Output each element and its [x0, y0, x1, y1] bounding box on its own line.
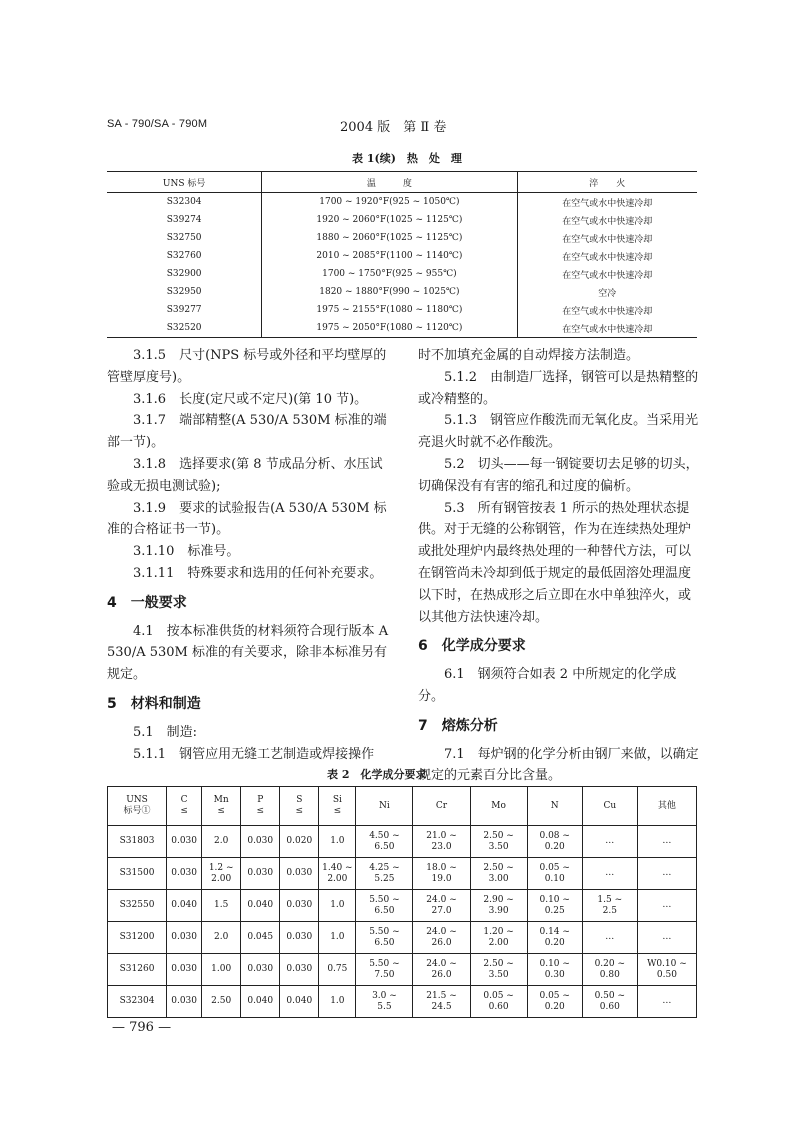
table-cell: 0.20 ~ 0.80 [582, 954, 637, 986]
table-cell: 2.0 [202, 922, 241, 954]
table-cell: 0.05 ~ 0.60 [470, 986, 527, 1018]
table-cell: S32550 [108, 890, 167, 922]
table-row [108, 890, 697, 922]
table-row [107, 265, 697, 283]
table-row [107, 247, 697, 265]
table-cell: … [637, 922, 696, 954]
paragraph: 时不加填充金属的自动焊接方法制造。 [418, 348, 640, 363]
paragraph: 5.2 切头——每一钢锭要切去足够的切头，切确保没有有害的缩孔和过度的偏析。 [418, 456, 699, 494]
table-cell: 1880 ~ 2060°F(1025 ~ 1125℃) [262, 229, 517, 247]
table-cell: S32900 [107, 265, 262, 283]
table-cell: 在空气或水中快速冷却 [517, 319, 697, 338]
table-cell: 5.50 ~ 6.50 [356, 890, 413, 922]
paragraph: 5.1.3 钢管应作酸洗而无氧化皮。当采用光亮退火时就不必作酸洗。 [418, 413, 699, 451]
table-row [108, 986, 697, 1018]
table-cell: S32760 [107, 247, 262, 265]
column-header: N [527, 787, 582, 826]
table-cell: 2.50 ~ 3.00 [470, 858, 527, 890]
table-cell: 0.05 ~ 0.20 [527, 986, 582, 1018]
table-cell: … [637, 890, 696, 922]
column-header: UNS 标号 [107, 172, 262, 193]
paragraph: 5.3 所有钢管按表 1 所示的热处理状态提供。对于无缝的公称钢管，作为在连续热处理炉或批处理炉内最终热处理的一种替代方法，可以在钢管尚未冷却到低于规定的最低固溶处理温度以下时，在热成形之后立即在水中单独淬火，或以其他方法快速冷却。 [418, 500, 692, 625]
table-cell: 21.0 ~ 23.0 [413, 826, 470, 858]
table-cell: S31803 [108, 826, 167, 858]
column-header: UNS 标号① [108, 787, 167, 826]
table-cell: 24.0 ~ 27.0 [413, 890, 470, 922]
table-cell: … [637, 826, 696, 858]
table-row [107, 283, 697, 301]
heat-treatment-table [107, 171, 697, 338]
table-cell: 在空气或水中快速冷却 [562, 270, 653, 281]
table-cell: 1.5 [202, 890, 241, 922]
table-cell: S32304 [108, 986, 167, 1018]
table-cell: 4.25 ~ 5.25 [356, 858, 413, 890]
table-cell: … [582, 826, 637, 858]
page-number: — 796 — [112, 1020, 172, 1035]
table-cell: 0.030 [280, 890, 319, 922]
table-cell: 2.90 ~ 3.90 [470, 890, 527, 922]
table-cell: S32520 [107, 319, 262, 338]
column-header: Si ≤ [319, 787, 356, 826]
paragraph: 5.1 制造: [133, 724, 198, 740]
table-cell: 18.0 ~ 19.0 [413, 858, 470, 890]
table-cell: 0.05 ~ 0.10 [527, 858, 582, 890]
table-cell: 在空气或水中快速冷却 [562, 234, 653, 245]
column-header: 其他 [637, 787, 696, 826]
table-cell: 0.040 [280, 986, 319, 1018]
table-cell: 2.0 [202, 826, 241, 858]
table-cell: 4.50 ~ 6.50 [356, 826, 413, 858]
table-cell: 0.030 [241, 858, 280, 890]
column-header: Cu [582, 787, 637, 826]
table-cell: 0.045 [241, 922, 280, 954]
paragraph: 3.1.7 端部精整(A 530/A 530M 标准的端部一节)。 [107, 413, 387, 451]
paragraph: 5.1.2 由制造厂选择，钢管可以是热精整的或冷精整的。 [418, 369, 699, 407]
column-header: Cr [413, 787, 470, 826]
table-cell: 0.030 [280, 954, 319, 986]
table-cell: 0.14 ~ 0.20 [527, 922, 582, 954]
column-header: 温 度 [262, 172, 517, 193]
table-cell: 0.030 [241, 826, 280, 858]
table-cell: 在空气或水中快速冷却 [562, 252, 653, 263]
table-cell: 1.5 ~ 2.5 [582, 890, 637, 922]
section-heading: 4 一般要求 [107, 594, 187, 611]
table-cell: 0.040 [241, 890, 280, 922]
table-row [108, 954, 697, 986]
header-edition: 2004 版 第 Ⅱ 卷 [340, 120, 447, 135]
column-header: S ≤ [280, 787, 319, 826]
table-cell: 1975 ~ 2155°F(1080 ~ 1180℃) [262, 301, 517, 319]
paragraph: 3.1.6 长度(定尺或不定尺)(第 10 节)。 [133, 391, 368, 407]
table1-caption: 表 1(续) 热 处 理 [352, 152, 462, 165]
table-header-row [108, 787, 697, 826]
table-cell: 1.2 ~ 2.00 [202, 858, 241, 890]
table-cell: 0.10 ~ 0.30 [527, 954, 582, 986]
table-row [107, 229, 697, 247]
table-cell: … [637, 986, 696, 1018]
table-cell: 在空气或水中快速冷却 [562, 306, 653, 317]
table-cell: 3.0 ~ 5.5 [356, 986, 413, 1018]
column-header: Mn ≤ [202, 787, 241, 826]
column-header: Mo [470, 787, 527, 826]
table-row [108, 826, 697, 858]
table-cell: 21.5 ~ 24.5 [413, 986, 470, 1018]
table-cell: 在空气或水中快速冷却 [562, 216, 653, 227]
column-header: C ≤ [167, 787, 202, 826]
table-row [108, 922, 697, 954]
table-cell: 0.040 [167, 890, 202, 922]
table-row [107, 319, 697, 338]
section-heading: 7 熔炼分析 [418, 717, 498, 734]
table-cell: W0.10 ~ 0.50 [637, 954, 696, 986]
table-cell: S32304 [107, 193, 262, 212]
paragraph: 3.1.9 要求的试验报告(A 530/A 530M 标准的合格证书一节)。 [107, 500, 387, 538]
paragraph: 6.1 钢须符合如表 2 中所规定的化学成分。 [418, 667, 677, 704]
table-row [108, 858, 697, 890]
table-cell: 5.50 ~ 7.50 [356, 954, 413, 986]
table-cell: … [637, 858, 696, 890]
table-cell: S31260 [108, 954, 167, 986]
table-cell: 0.75 [319, 954, 356, 986]
right-text-column [418, 345, 700, 787]
heat-treatment-table-body [107, 193, 697, 338]
table-cell: 0.030 [241, 954, 280, 986]
table-header-row [107, 172, 697, 193]
table-cell: 空冷 [598, 288, 617, 299]
table-cell: 1.0 [319, 890, 356, 922]
table-row [107, 211, 697, 229]
table-cell: 0.08 ~ 0.20 [527, 826, 582, 858]
table-cell: 0.030 [167, 986, 202, 1018]
table-cell: 0.030 [167, 954, 202, 986]
table-cell: 1.40 ~ 2.00 [319, 858, 356, 890]
table-cell: 1.0 [319, 826, 356, 858]
paragraph: 4.1 按本标准供货的材料须符合现行版本 A 530/A 530M 标准的有关要求，除非本标准另有规定。 [107, 623, 389, 683]
paragraph: 5.1.1 钢管应用无缝工艺制造或焊接操作 [133, 746, 375, 762]
table-row [107, 193, 697, 212]
table-cell: 2.50 ~ 3.50 [470, 826, 527, 858]
table-row [107, 301, 697, 319]
table-cell: 2.50 ~ 3.50 [470, 954, 527, 986]
table-cell: 24.0 ~ 26.0 [413, 922, 470, 954]
paragraph: 7.1 每炉钢的化学分析由钢厂来做，以确定规定的元素百分比含量。 [418, 746, 699, 784]
table-cell: 0.10 ~ 0.25 [527, 890, 582, 922]
chemical-composition-table [107, 786, 697, 1018]
column-header: Ni [356, 787, 413, 826]
table-cell: S39274 [107, 211, 262, 229]
table-cell: 1.20 ~ 2.00 [470, 922, 527, 954]
section-heading: 5 材料和制造 [107, 695, 201, 712]
table-cell: S39277 [107, 301, 262, 319]
column-header: 淬 火 [517, 172, 697, 193]
table-cell: 0.030 [280, 858, 319, 890]
table-cell: 1.0 [319, 986, 356, 1018]
table-cell: S32750 [107, 229, 262, 247]
table-cell: 24.0 ~ 26.0 [413, 954, 470, 986]
table-cell: S31200 [108, 922, 167, 954]
table-cell: … [582, 922, 637, 954]
table-cell: 1820 ~ 1880°F(990 ~ 1025℃) [262, 283, 517, 301]
left-text-column [107, 345, 393, 765]
header-standard-code: SA - 790/SA - 790M [107, 118, 208, 130]
section-heading: 6 化学成分要求 [418, 638, 526, 655]
table-cell: 1975 ~ 2050°F(1080 ~ 1120℃) [262, 319, 517, 338]
table-cell: 1.00 [202, 954, 241, 986]
table2-caption: 表 2 化学成分要求 [327, 768, 427, 781]
paragraph: 3.1.8 选择要求(第 8 节成品分析、水压试验或无损电测试验); [107, 456, 383, 494]
table-cell: 0.50 ~ 0.60 [582, 986, 637, 1018]
table-cell: 5.50 ~ 6.50 [356, 922, 413, 954]
table-cell: 在空气或水中快速冷却 [562, 198, 653, 209]
table-cell: 2.50 [202, 986, 241, 1018]
table-cell: 1920 ~ 2060°F(1025 ~ 1125℃) [262, 211, 517, 229]
table-cell: S32950 [107, 283, 262, 301]
table-cell: 1700 ~ 1750°F(925 ~ 955℃) [262, 265, 517, 283]
table-cell: 0.030 [167, 858, 202, 890]
table-cell: 1700 ~ 1920°F(925 ~ 1050℃) [262, 193, 517, 212]
table-cell: 0.030 [167, 922, 202, 954]
table-cell: 0.030 [280, 922, 319, 954]
paragraph: 3.1.10 标准号。 [133, 544, 240, 560]
chemical-composition-table-body [108, 826, 697, 1018]
table-cell: 0.030 [167, 826, 202, 858]
paragraph: 3.1.11 特殊要求和选用的任何补充要求。 [133, 565, 383, 581]
table-cell: … [582, 858, 637, 890]
table-cell: S31500 [108, 858, 167, 890]
paragraph: 3.1.5 尺寸(NPS 标号或外径和平均壁厚的管壁厚度号)。 [107, 348, 387, 385]
table-cell: 1.0 [319, 922, 356, 954]
column-header: P ≤ [241, 787, 280, 826]
table-cell: 2010 ~ 2085°F(1100 ~ 1140℃) [262, 247, 517, 265]
table-cell: 0.040 [241, 986, 280, 1018]
table-cell: 0.020 [280, 826, 319, 858]
